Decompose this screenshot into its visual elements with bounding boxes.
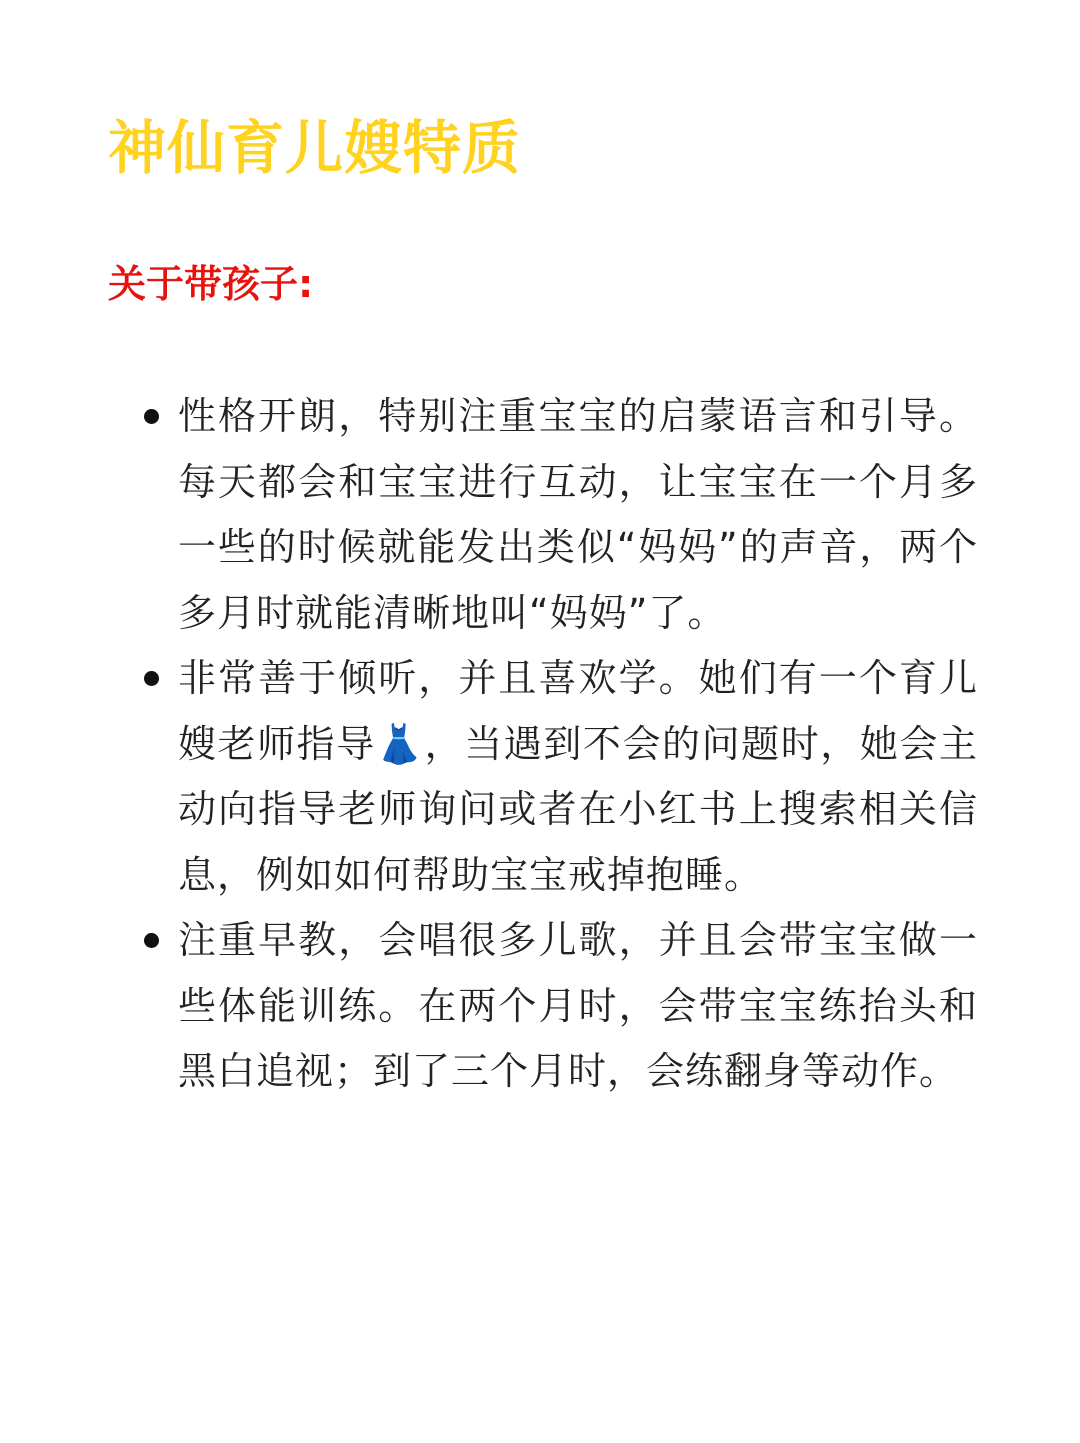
list-item [0, 908, 1080, 1105]
page-title: 神仙育儿嫂特质 [108, 114, 522, 182]
list-item-text: 非常善于倾听，并且喜欢学。她们有一个育儿嫂老师指导👗，当遇到不会的问题时，她会主动向指导老师询问或者在小红书上搜索相关信息，例如如何帮助宝宝戒掉抱睡。 [178, 656, 978, 897]
list-item [0, 646, 1080, 908]
list-item-text: 性格开朗，特别注重宝宝的启蒙语言和引导。每天都会和宝宝进行互动，让宝宝在一个月多一些的时候就能发出类似“妈妈”的声音，两个多月时就能清晰地叫“妈妈”了。 [178, 394, 979, 635]
bullet-dot-icon [144, 671, 159, 686]
section-heading: 关于带孩子: [108, 262, 314, 306]
list-item-text: 注重早教，会唱很多儿歌，并且会带宝宝做一些体能训练。在两个月时，会带宝宝练抬头和黑白追视；到了三个月时，会练翻身等动作。 [178, 918, 978, 1093]
bullet-dot-icon [144, 933, 159, 948]
bullet-list [0, 384, 1080, 1105]
list-item [0, 384, 1080, 646]
bullet-dot-icon [144, 409, 159, 424]
